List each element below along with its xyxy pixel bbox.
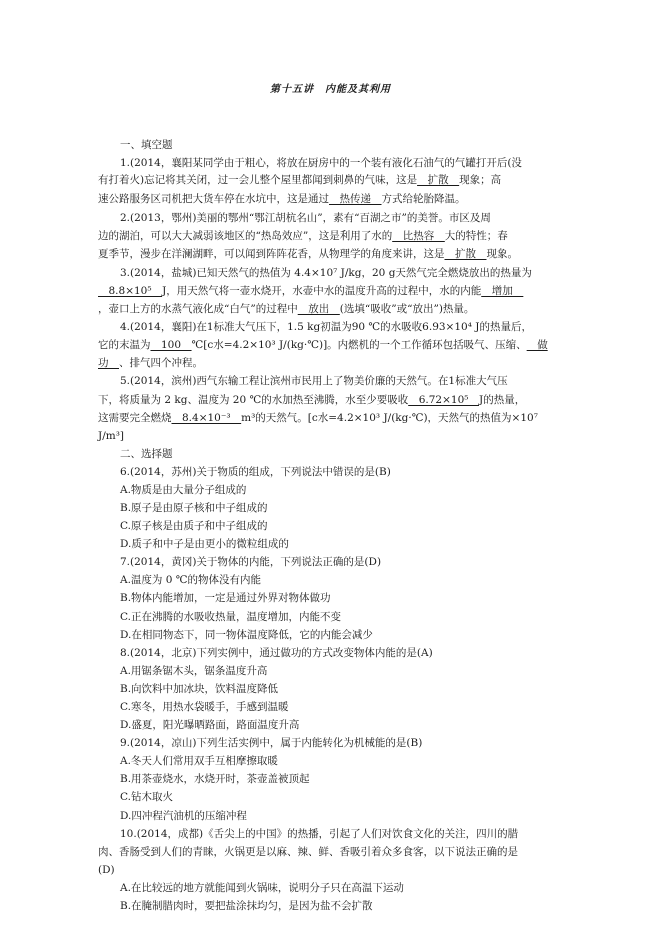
- text-line: [120, 664, 590, 678]
- text-line: [120, 827, 590, 841]
- line-text: 4.(2014，襄阳)在1标准大气压下，1.5 kg初温为90 ℃的水吸收6.93×10⁴ J的热量后，: [120, 321, 532, 333]
- answer-blank: __100__: [150, 339, 192, 351]
- line-text: 夏季节，漫步在洋澜湖畔，可以闻到阵阵花香，从物理学的角度来讲，这是: [98, 248, 445, 260]
- answer-blank: __8.4×10⁻³__: [171, 412, 242, 424]
- text-line: [98, 229, 568, 243]
- line-text: m³的天然气。[c水=4.2×10³ J/(kg·℃)，天然气的热值为×10⁷: [241, 412, 538, 424]
- line-text: 速公路服务区司机把大货车停在水坑中，这是通过: [98, 193, 329, 205]
- line-text: ℃[c水=4.2×10³ J/(kg·℃)]。内燃机的一个工作循环包括吸气、压缩、: [191, 339, 527, 351]
- line-text: 有打着火)忘记将其关闭，过一会儿整个屋里都闻到刺鼻的气味，这是: [98, 174, 418, 186]
- text-line: [120, 465, 590, 479]
- answer-blank: __比热容__: [392, 230, 445, 242]
- text-line: [120, 628, 590, 642]
- line-text: A.物质是由大量分子组成的: [120, 484, 247, 496]
- line-text: A.冬天人们常用双手互相摩擦取暖: [120, 755, 278, 767]
- line-text: 下，将质量为 2 kg、温度为 20 ℃的水加热至沸腾，水至少要吸收: [98, 394, 409, 406]
- text-line: [98, 338, 568, 352]
- text-line: [120, 138, 590, 152]
- line-text: A.温度为 0 ℃的物体没有内能: [120, 574, 262, 586]
- text-line: [98, 411, 568, 425]
- line-text: 3.(2014，盐城)已知天然气的热值为 4.4×10⁷ J/kg，20 g天然气完全燃烧放出的热量为: [120, 267, 532, 279]
- page-title: 第十五讲 内能及其利用: [270, 84, 391, 95]
- text-line: [120, 211, 590, 225]
- answer-blank: __6.72×10⁵__: [408, 394, 479, 406]
- line-text: 大的特性；春: [444, 230, 508, 242]
- text-line: [120, 519, 590, 533]
- answer-blank: 功__: [98, 357, 119, 369]
- text-line: [120, 899, 590, 913]
- line-text: C.原子核是由质子和中子组成的: [120, 520, 268, 532]
- line-text: B.用茶壶烧水，水烧开时，茶壶盖被顶起: [120, 773, 310, 785]
- text-line: [120, 266, 590, 280]
- line-text: A.用锯条锯木头，锯条温度升高: [120, 665, 268, 677]
- line-text: 7.(2014，黄冈)关于物体的内能，下列说法正确的是(D): [120, 556, 382, 568]
- line-text: (选填“吸收”或“放出”)热量。: [339, 303, 475, 315]
- text-line: [98, 393, 568, 407]
- line-text: 边的湖泊，可以大大减弱该地区的“热岛效应”，这是利用了水的: [98, 230, 393, 242]
- line-text: D.盛夏，阳光曝晒路面，路面温度升高: [120, 719, 300, 731]
- text-line: [120, 646, 590, 660]
- line-text: 1.(2014，襄阳某同学由于粗心，将放在厨房中的一个装有液化石油气的气罐打开后(没: [120, 157, 522, 169]
- line-text: 方式给轮胎降温。: [381, 193, 466, 205]
- answer-blank: __8.8×10⁵__: [98, 285, 163, 297]
- text-line: [120, 156, 590, 170]
- text-line: [98, 173, 568, 187]
- line-text: 、排气四个冲程。: [119, 357, 203, 369]
- line-text: J的热量，: [478, 394, 526, 406]
- line-text: C.正在沸腾的水吸收热量，温度增加，内能不变: [120, 611, 341, 623]
- line-text: 这需要完全燃烧: [98, 412, 172, 424]
- line-text: ，壶口上方的水蒸气液化成“白气”的过程中: [98, 303, 298, 315]
- text-line: [120, 736, 590, 750]
- text-line: [120, 483, 590, 497]
- line-text: C.钻木取火: [120, 791, 173, 803]
- text-line: [120, 501, 590, 515]
- line-text: 9.(2014，凉山)下列生活实例中，属于内能转化为机械能的是(B): [120, 737, 423, 749]
- line-text: D.四冲程汽油机的压缩冲程: [120, 810, 247, 822]
- text-line: [120, 790, 590, 804]
- answer-blank: __做: [526, 339, 548, 351]
- text-line: [120, 591, 590, 605]
- text-line: [98, 247, 568, 261]
- line-text: D.质子和中子是由更小的微粒组成的: [120, 538, 289, 550]
- text-line: [98, 429, 568, 443]
- text-line: [98, 863, 568, 877]
- text-line: [120, 718, 590, 732]
- text-line: [120, 881, 590, 895]
- line-text: 二、选择题: [120, 448, 173, 460]
- line-text: 肉、香肠受到人们的青睐，火锅更是以麻、辣、鲜、香吸引着众多食客，以下说法正确的是: [98, 846, 518, 858]
- line-text: J，用天然气将一壶水烧开，水壶中水的温度升高的过程中，水的内能: [162, 285, 482, 297]
- line-text: 5.(2014，滨州)西气东输工程让滨州市民用上了物美价廉的天然气。在1标准大气压: [120, 375, 508, 387]
- answer-blank: __扩散__: [444, 248, 487, 260]
- text-line: [120, 772, 590, 786]
- text-line: [98, 284, 568, 298]
- line-text: 6.(2014，苏州)关于物质的组成，下列说法中错误的是(B): [120, 466, 391, 478]
- line-text: 现象；高: [459, 174, 502, 186]
- line-text: J/m³]: [98, 430, 125, 442]
- text-line: [120, 555, 590, 569]
- text-line: [120, 809, 590, 823]
- answer-blank: __热传递__: [329, 193, 382, 205]
- line-text: (D): [98, 864, 115, 876]
- line-text: 一、填空题: [120, 139, 173, 151]
- answer-blank: __扩散__: [417, 174, 460, 186]
- answer-blank: __放出__: [297, 303, 340, 315]
- line-text: 现象。: [486, 248, 518, 260]
- text-line: [120, 754, 590, 768]
- line-text: D.在相同物态下，同一物体温度降低，它的内能会减少: [120, 629, 373, 641]
- line-text: 8.(2014，北京)下列实例中，通过做功的方式改变物体内能的是(A): [120, 647, 433, 659]
- text-line: [120, 320, 590, 334]
- text-line: [120, 700, 590, 714]
- text-line: [98, 302, 568, 316]
- text-line: [120, 573, 590, 587]
- text-line: [120, 447, 590, 461]
- line-text: 2.(2013，鄂州)美丽的鄂州“鄂江胡杭名山”，素有“百湖之市”的美誉。市区及周: [120, 212, 491, 224]
- line-text: 10.(2014，成都)《舌尖上的中国》的热播，引起了人们对饮食文化的关注，四川的腊: [120, 828, 519, 840]
- line-text: B.向饮料中加冰块，饮料温度降低: [120, 683, 279, 695]
- line-text: 它的末温为: [98, 339, 151, 351]
- text-line: [120, 374, 590, 388]
- text-line: [120, 682, 590, 696]
- line-text: B.原子是由原子核和中子组成的: [120, 502, 268, 514]
- text-line: [120, 537, 590, 551]
- text-line: [98, 845, 568, 859]
- text-line: [98, 356, 568, 370]
- line-text: C.寒冬，用热水袋暖手，手感到温暖: [120, 701, 289, 713]
- line-text: B.在腌制腊肉时，要把盐涂抹均匀，是因为盐不会扩散: [120, 900, 373, 912]
- line-text: A.在比较远的地方就能闻到火锅味，说明分子只在高温下运动: [120, 882, 404, 894]
- text-line: [98, 192, 568, 206]
- text-line: [120, 610, 590, 624]
- answer-blank: __增加__: [481, 285, 524, 297]
- line-text: B.物体内能增加，一定是通过外界对物体做功: [120, 592, 331, 604]
